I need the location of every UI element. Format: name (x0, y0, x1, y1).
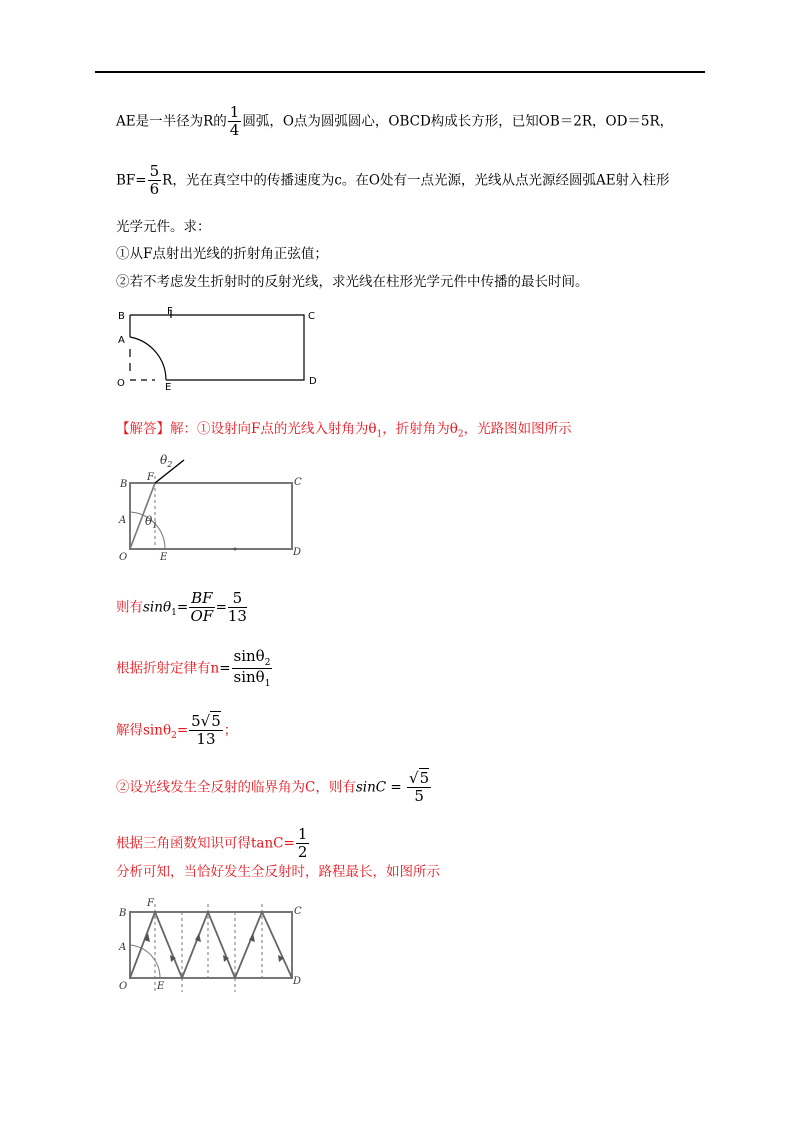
text: BF= (116, 172, 147, 189)
q2-number: ② (116, 274, 130, 290)
fig2-dot (234, 548, 237, 551)
equation-2: 根据折射定律有n= $\frac{\sin\theta_2}{\sin\theta_1}$ (116, 647, 271, 690)
fig2-label-a: A (119, 515, 127, 526)
figure-1-diagram (110, 305, 330, 393)
fig2-label-d: D (293, 547, 302, 558)
text: ； (223, 722, 238, 739)
fraction-bf (148, 163, 162, 199)
sub: 2 (264, 658, 271, 668)
problem-line-3: 光学元件。求： (116, 219, 211, 235)
fraction-root5-5: $\frac{√5}{5}$ (409, 769, 430, 806)
text: 根据三角函数知识可得tanC= (116, 835, 295, 852)
fig2-label-e: E (160, 552, 168, 563)
fig1-label-b: B (118, 311, 125, 322)
text: ，折射角为θ (382, 421, 458, 437)
fraction-bf-of (189, 590, 214, 626)
frac-num: 5 (228, 590, 247, 608)
text: 设射向F点的光线入射角为θ (210, 421, 377, 437)
text: R，光在真空中的传播速度为c。在O处有一点光源，光线从点光源经圆弧AE射入柱形 (162, 172, 670, 189)
fig3-label-a: A (119, 942, 127, 953)
text: 解： (170, 421, 197, 437)
text: AE是一半径为R的 (116, 113, 227, 130)
question-2 (116, 276, 589, 290)
fig2-label-f: F (147, 472, 154, 483)
fig3-label-o: O (119, 981, 128, 992)
fig3-label-f: F (147, 898, 154, 909)
fraction-5-13 (228, 590, 247, 626)
fig1-label-a: A (118, 335, 125, 346)
q2-text: 若不考虑发生折射时的反射光线，求光线在柱形光学元件中传播的最长时间。 (129, 274, 589, 290)
frac-den: 6 (149, 180, 160, 199)
figure-2-diagram (112, 448, 312, 563)
fig1-rectangle (130, 315, 304, 380)
text: 设光线发生全反射的临界角为C，则有 (129, 779, 356, 796)
solution-intro (116, 423, 572, 440)
fig2-rectangle (130, 483, 292, 549)
fraction-quarter (228, 104, 242, 140)
fig1-label-o: O (117, 378, 125, 389)
sin-c: sinC (355, 779, 387, 796)
fraction-1-2 (296, 826, 310, 862)
text: 解得sinθ (116, 722, 172, 739)
problem-line-2 (116, 163, 670, 199)
header-rule (95, 71, 705, 73)
fig3-arc-ae (130, 945, 160, 978)
fig1-arc-ae (130, 337, 166, 380)
question-1 (116, 248, 328, 262)
q1-number: ① (116, 246, 130, 262)
sin-theta: sinθ (143, 599, 172, 616)
fig2-label-theta1: $\theta_1$ (145, 514, 158, 530)
fig1-label-e: E (165, 382, 172, 393)
frac-den: 5 (414, 787, 424, 806)
solution-line-6: 分析可知，当恰好发生全反射时，路程最长，如图所示 (116, 864, 440, 880)
sub: 2 (457, 429, 464, 440)
text: ，光路图如图所示 (463, 421, 572, 437)
sub: 1 (376, 429, 383, 440)
figure-3-diagram (112, 900, 317, 995)
radicand: 5 (419, 769, 430, 787)
frac-num: sinθ (233, 647, 265, 665)
frac-den: 2 (297, 843, 308, 862)
equation-4: ②设光线发生全反射的临界角为C，则有sinC = $\frac{√5}{5}$ (116, 769, 430, 806)
q1-text: 从F点射出光线的折射角正弦值； (129, 246, 328, 262)
radicand: 5 (211, 712, 221, 730)
equation-5 (116, 826, 310, 862)
fig2-label-c: C (294, 477, 302, 488)
frac-num: 5 (149, 162, 160, 180)
equation-1: 则有sinθ$_1$= $\frac{BF}{OF}$ = $\frac{5}{13}$ (116, 589, 247, 626)
fig3-label-c: C (294, 906, 302, 917)
frac-den: 13 (196, 730, 216, 749)
sub: 2 (171, 730, 177, 741)
frac-den: 13 (227, 607, 247, 626)
frac-num: 1 (229, 103, 240, 121)
fig1-label-c: C (308, 311, 315, 322)
fig3-label-d: D (293, 976, 302, 987)
fraction-snell (232, 648, 273, 690)
fig3-zigzag-path (130, 912, 292, 978)
fig2-label-o: O (119, 552, 128, 563)
fig1-label-d: D (309, 376, 317, 387)
fraction-5root5-13: $\frac{5√5}{13}$ (191, 712, 221, 749)
frac-den: 4 (229, 121, 240, 140)
sub: 1 (264, 679, 271, 690)
coef: 5 (191, 712, 201, 730)
text: 圆弧，O点为圆弧圆心，OBCD构成长方形，已知OB＝2R，OD＝5R， (242, 113, 674, 130)
frac-num: 1 (297, 825, 308, 843)
frac-den: sinθ (233, 668, 265, 687)
problem-line-1 (116, 104, 673, 140)
text: 根据折射定律有n (116, 660, 220, 677)
fig3-label-b: B (119, 908, 127, 919)
fig2-label-b: B (120, 479, 128, 490)
solution-tag: 【解答】 (116, 421, 170, 437)
frac-num: BF (191, 589, 213, 607)
fig3-label-e: E (157, 981, 165, 992)
fig3-rectangle (130, 912, 292, 978)
text: 则有 (116, 599, 143, 616)
step-1-number: ① (197, 421, 211, 437)
fig1-label-f: F (167, 306, 173, 317)
fig2-label-theta2: $\theta_2$ (160, 453, 173, 469)
step-2-number: ② (116, 779, 130, 796)
frac-den: OF (190, 607, 214, 626)
sub: 1 (171, 607, 177, 618)
equation-3: 解得sinθ$_2$= $\frac{5√5}{13}$ ； (116, 712, 238, 749)
